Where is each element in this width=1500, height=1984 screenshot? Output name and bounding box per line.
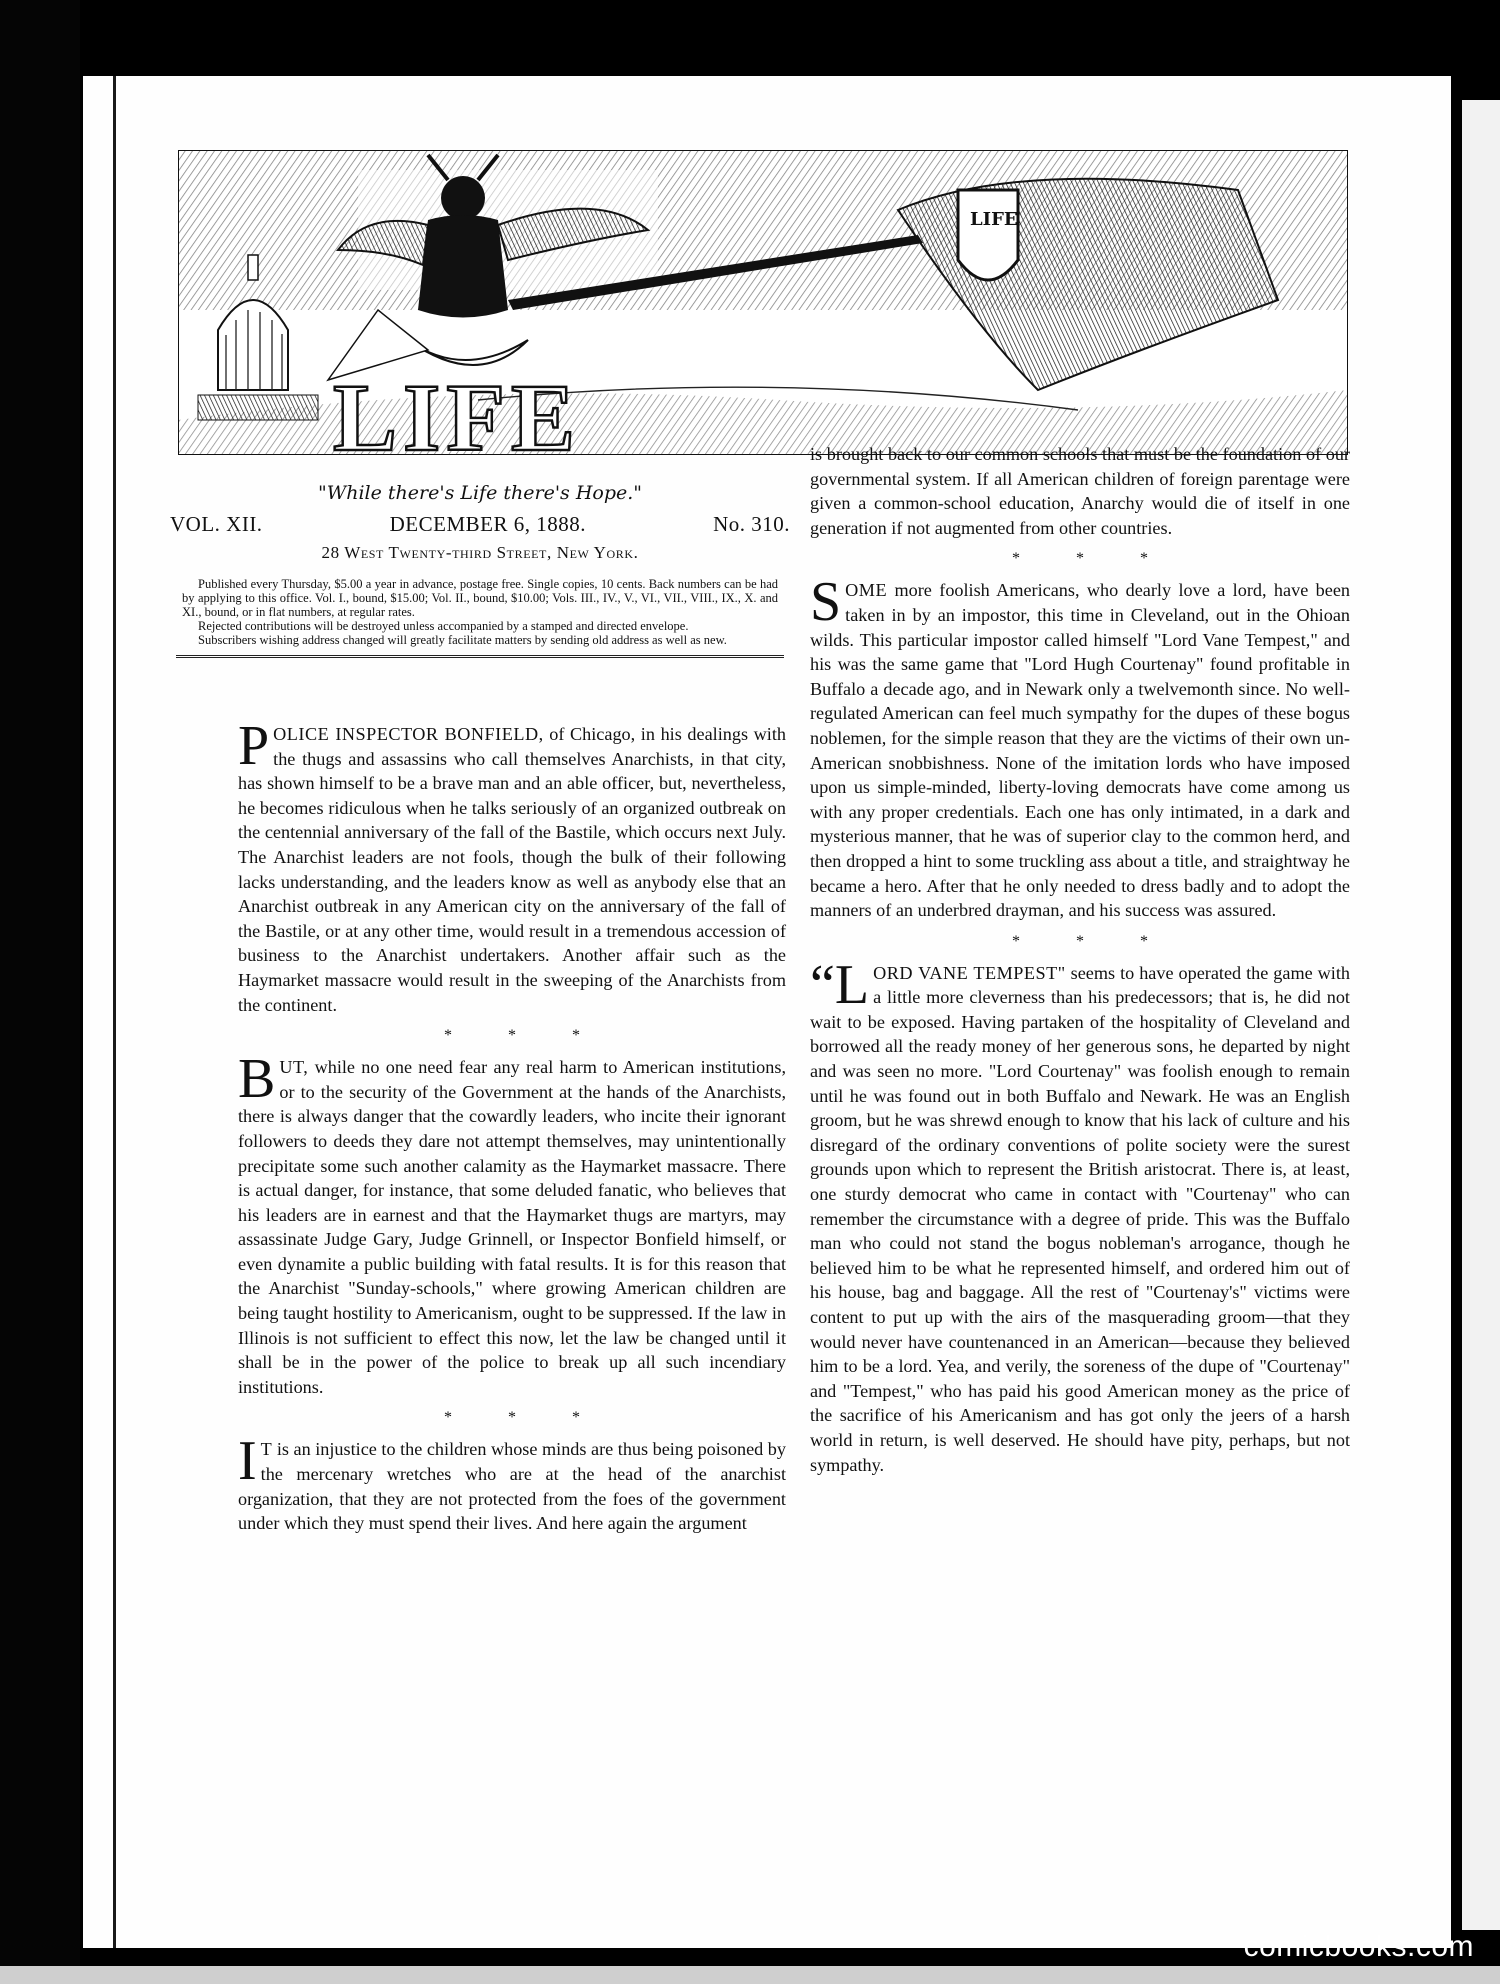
pub-info-line: Subscribers wishing address changed will greatly facilitate matters by sending old address as well as new. [198, 633, 727, 647]
left-column [238, 715, 786, 1536]
paragraph [238, 715, 786, 1017]
watermark: comicbooks.com [1243, 1930, 1474, 1963]
drop-cap: “L [810, 953, 870, 1016]
separator: * * * [1012, 932, 1174, 950]
drop-cap: S [810, 571, 842, 634]
drop-cap: I [238, 1430, 257, 1493]
issue-line [170, 512, 790, 537]
paragraph-text: seems to have operated the game with a little more cleverness than his predecessors; that is, he did not wait to be exposed. Having partaken of the hospitality of Cleveland and borrowed all the ready money of her generous sons, he departed by night and was seen no more. "Lord Courtenay" was foolish enough to remain until he was found out in both Buffalo and Newark. He was an English groom, but he was shrewd enough to know that his lack of culture and his disregard of the ordinary conventions of polite society were the surest grounds upon which to represent the British aristocrat. There is, at least, one sturdy democrat who came in contact with "Courtenay" who can remember the circumstance with a degree of pride. This was the Buffalo man who could not stand the bogus nobleman's arrogance, though he believed him to be what he represented himself, and ordered him out of his house, bag and baggage. All the rest of "Courtenay's" victims were content to put up with the airs of the masquerading groom—that they would never have countenanced in an American—because they believed him to be a lord. Yea, and verily, the soreness of the dupe of "Courtenay" and "Tempest," who has paid his good American money as the price of the sacrifice of his Americanism and has got only the jeers of a harsh world in return, is well deserved. He should have pity, perhaps, but not sympathy. [810, 962, 1350, 1475]
paragraph-text: is an injustice to the children whose minds are thus being poisoned by the mercenary wretches who are at the head of the anarchist organization, that they are not protected from the foes of the government under which they must spend their lives. And here again the argument [238, 1439, 786, 1534]
separator: * * * [1012, 550, 1174, 568]
publisher-address: 28 West Twenty-third Street, New York. [321, 543, 639, 562]
publication-info [170, 577, 790, 647]
svg-text:LIFE: LIFE [970, 209, 1018, 230]
masthead-logo-letters: LIFE [333, 364, 582, 455]
pub-info-line: Published every Thursday, $5.00 a year in advance, postage free. Single copies, 10 cents. Back numbers can be had by applying to this office. Vol. I., bound, $15.00; Vol. II., bound, $10.00; Vols. III., IV., V., VI., VII., VIII., IX., X. and XI., bound, or in flat numbers, at regular rates. [182, 577, 778, 619]
scan-left-margin [0, 0, 80, 1984]
paragraph: is brought back to our common schools that must be the foundation of our governmental system. If all American children of foreign parentage were given a common-school education, Anarchy would die of itself in one generation if not augmented from other countries. [810, 444, 1350, 538]
separator: * * * [444, 1409, 606, 1427]
paragraph-text: while no one need fear any real harm to American institutions, or to the security of the Government at the hands of the Anarchists, there is always danger that the cowardly leaders, who incite their ignorant followers to deeds they dare not attempt themselves, may unintentionally precipitate some such another calamity as the Haymarket massacre. There is actual danger, for instance, that some deluded fanatic, who believes that his leaders are in earnest and that the Haymarket thugs are martyrs, may assassinate Judge Gary, Judge Grinnell, or Inspector Bonfield himself, or even dynamite a public building with fatal results. It is for this reason that the Anarchist "Sunday-schools," where growing American children are being taught hostility to Americanism, ought to be suppressed. If the law in Illinois is not sufficient to effect this now, let the law be changed until it shall be in the power of the police to break up all such incendiary institutions. [238, 1057, 786, 1397]
lead-in: OME [845, 580, 888, 601]
scan-bottom-strip [0, 1966, 1500, 1984]
lead-in: T [260, 1439, 273, 1460]
lead-in: ORD VANE TEMPEST" [873, 962, 1066, 983]
lead-in: UT, [279, 1057, 309, 1078]
adjacent-page-edge [1462, 100, 1500, 1930]
paragraph-text: more foolish Americans, who dearly love a lord, have been taken in by an impostor, this time in Cleveland, out in the Ohioan wilds. This particular impostor called himself "Lord Vane Tempest," and his was the same game that "Lord Hugh Courtenay" found profitable in Buffalo a decade ago, and in Newark only a twelvemonth since. No well-regulated American can feel much sympathy for the dupes of these bogus noblemen, for the simple reason that they are the victims of their own un-American snobbishness. None of the imitation lords who have imposed upon us simple-minded, liberty-loving democrats have come among us with any proper credentials. Each one has only intimated, in a dark and mysterious manner, that he was of superior clay to the common herd, and then dropped a hint to some truckling ass about a title, and straightway he became a hero. After that he only needed to dress badly and to adopt the manners of an underbred drayman, and his success was assured. [810, 580, 1350, 921]
section-divider [176, 655, 784, 658]
header-illustration [178, 150, 1348, 455]
motto: "While there's Life there's Hope." [317, 482, 643, 504]
paragraph-text: of Chicago, in his dealings with the thugs and assassins who call themselves Anarchists, in that city, has shown himself to be a brave man and an able officer, but, nevertheless, he becomes ridiculous when he talks seriously of an organized outbreak on the centennial anniversary of the fall of the Bastile, which occurs next July. The Anarchist leaders are not fools, though the bulk of their following lacks understanding, and the leaders know as well as anybody else that an Anarchist outbreak in any American city on the anniversary of the fall of the Bastile, or at any other time, would result in a tremendous accession of business to the Anarchist undertakers. Another affair such as the Haymarket massacre would result in the sweeping of the Anarchists from the continent. [238, 724, 786, 1015]
paragraph [238, 1048, 786, 1399]
lead-in: OLICE INSPECTOR BONFIELD, [273, 724, 544, 744]
issue-date: DECEMBER 6, 1888. [389, 512, 586, 536]
paragraph [810, 953, 1350, 1477]
paragraph [238, 1430, 786, 1535]
drop-cap: B [238, 1048, 276, 1111]
paragraph [810, 571, 1350, 922]
masthead [170, 482, 790, 658]
separator: * * * [444, 1027, 606, 1045]
pub-info-line: Rejected contributions will be destroyed unless accompanied by a stamped and directed envelope. [198, 619, 689, 633]
issue-number: No. 310. [713, 512, 790, 536]
page-fold-line [113, 76, 116, 1948]
right-column [810, 442, 1350, 1477]
volume: VOL. XII. [170, 512, 263, 536]
drop-cap: P [238, 715, 270, 777]
